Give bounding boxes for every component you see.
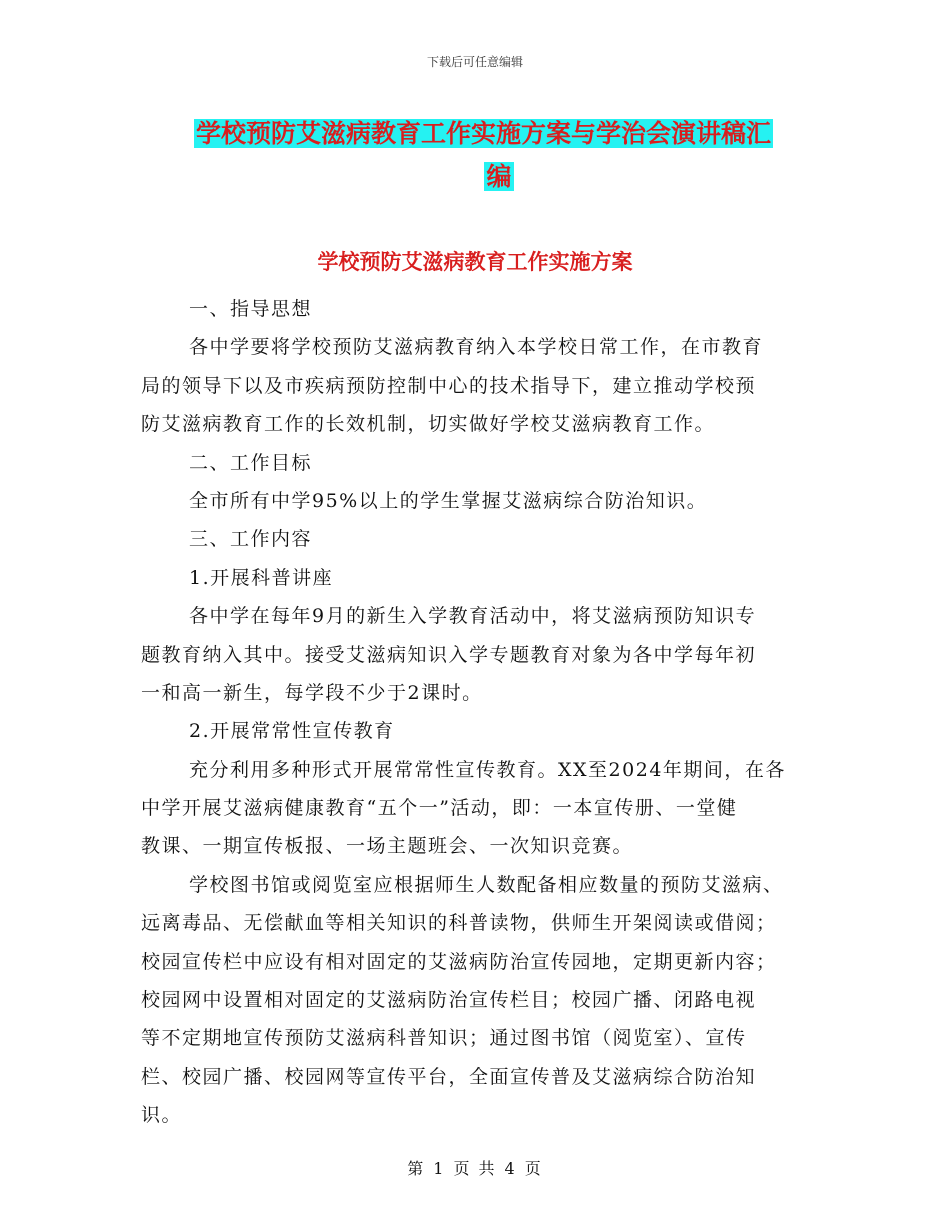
body-line: 题教育纳入其中。接受艾滋病知识入学专题教育对象为各中学每年初 <box>141 643 757 666</box>
header-note: 下载后可任意编辑 <box>426 55 523 69</box>
body-line: 一、指导思想 <box>189 298 313 320</box>
body-line: 二、工作目标 <box>189 451 313 474</box>
body-line: 校园网中设置相对固定的艾滋病防治宣传栏目；校园广播、闭路电视 <box>141 989 757 1012</box>
body-line: 一和高一新生，每学段不少于2课时。 <box>141 681 483 704</box>
body-line: 各中学要将学校预防艾滋病教育纳入本学校日常工作，在市教育 <box>189 336 764 359</box>
body-line: 校园宣传栏中应设有相对固定的艾滋病防治宣传园地，定期更新内容； <box>141 950 777 973</box>
main-title-line-2-text: 编 <box>486 162 512 191</box>
footer-current-page: 1 <box>433 1159 446 1178</box>
body-line: 教课、一期宣传板报、一场主题班会、一次知识竞赛。 <box>141 835 634 858</box>
footer-total-pages: 4 <box>504 1159 517 1178</box>
main-title <box>194 112 804 198</box>
section-title: 学校预防艾滋病教育工作实施方案 <box>317 249 633 274</box>
body-line: 充分利用多种形式开展常常性宣传教育。XX至2024年期间，在各 <box>189 758 786 781</box>
footer-prefix: 第 <box>407 1159 426 1178</box>
main-title-line-2 <box>194 155 804 198</box>
body-line: 学校图书馆或阅览室应根据师生人数配备相应数量的预防艾滋病、 <box>189 873 784 896</box>
footer-suffix: 页 <box>524 1159 543 1178</box>
body-line: 防艾滋病教育工作的长效机制，切实做好学校艾滋病教育工作。 <box>141 413 716 436</box>
main-title-line-1 <box>194 112 804 155</box>
body-line: 1.开展科普讲座 <box>189 566 334 589</box>
body-line: 局的领导下以及市疾病预防控制中心的技术指导下，建立推动学校预 <box>141 374 757 397</box>
body-line: 等不定期地宣传预防艾滋病科普知识；通过图书馆（阅览室）、宣传 <box>141 1027 747 1050</box>
body-line: 识。 <box>141 1104 183 1127</box>
body-line: 三、工作内容 <box>189 528 313 551</box>
body-line: 全市所有中学95%以上的学生掌握艾滋病综合防治知识。 <box>189 489 708 512</box>
main-title-line-1-text: 学校预防艾滋病教育工作实施方案与学治会演讲稿汇 <box>196 119 772 148</box>
body-line: 中学开展艾滋病健康教育“五个一”活动，即：一本宣传册、一堂健 <box>141 797 738 820</box>
body-line: 远离毒品、无偿献血等相关知识的科普读物，供师生开架阅读或借阅； <box>141 912 777 935</box>
body-line: 栏、校园广播、校园网等宣传平台，全面宣传普及艾滋病综合防治知 <box>141 1065 757 1088</box>
body-text <box>141 290 811 1135</box>
page-footer <box>0 1156 950 1179</box>
body-line: 2.开展常常性宣传教育 <box>189 720 395 743</box>
body-line: 各中学在每年9月的新生入学教育活动中，将艾滋病预防知识专 <box>189 605 757 628</box>
footer-middle: 页 共 <box>453 1159 497 1178</box>
